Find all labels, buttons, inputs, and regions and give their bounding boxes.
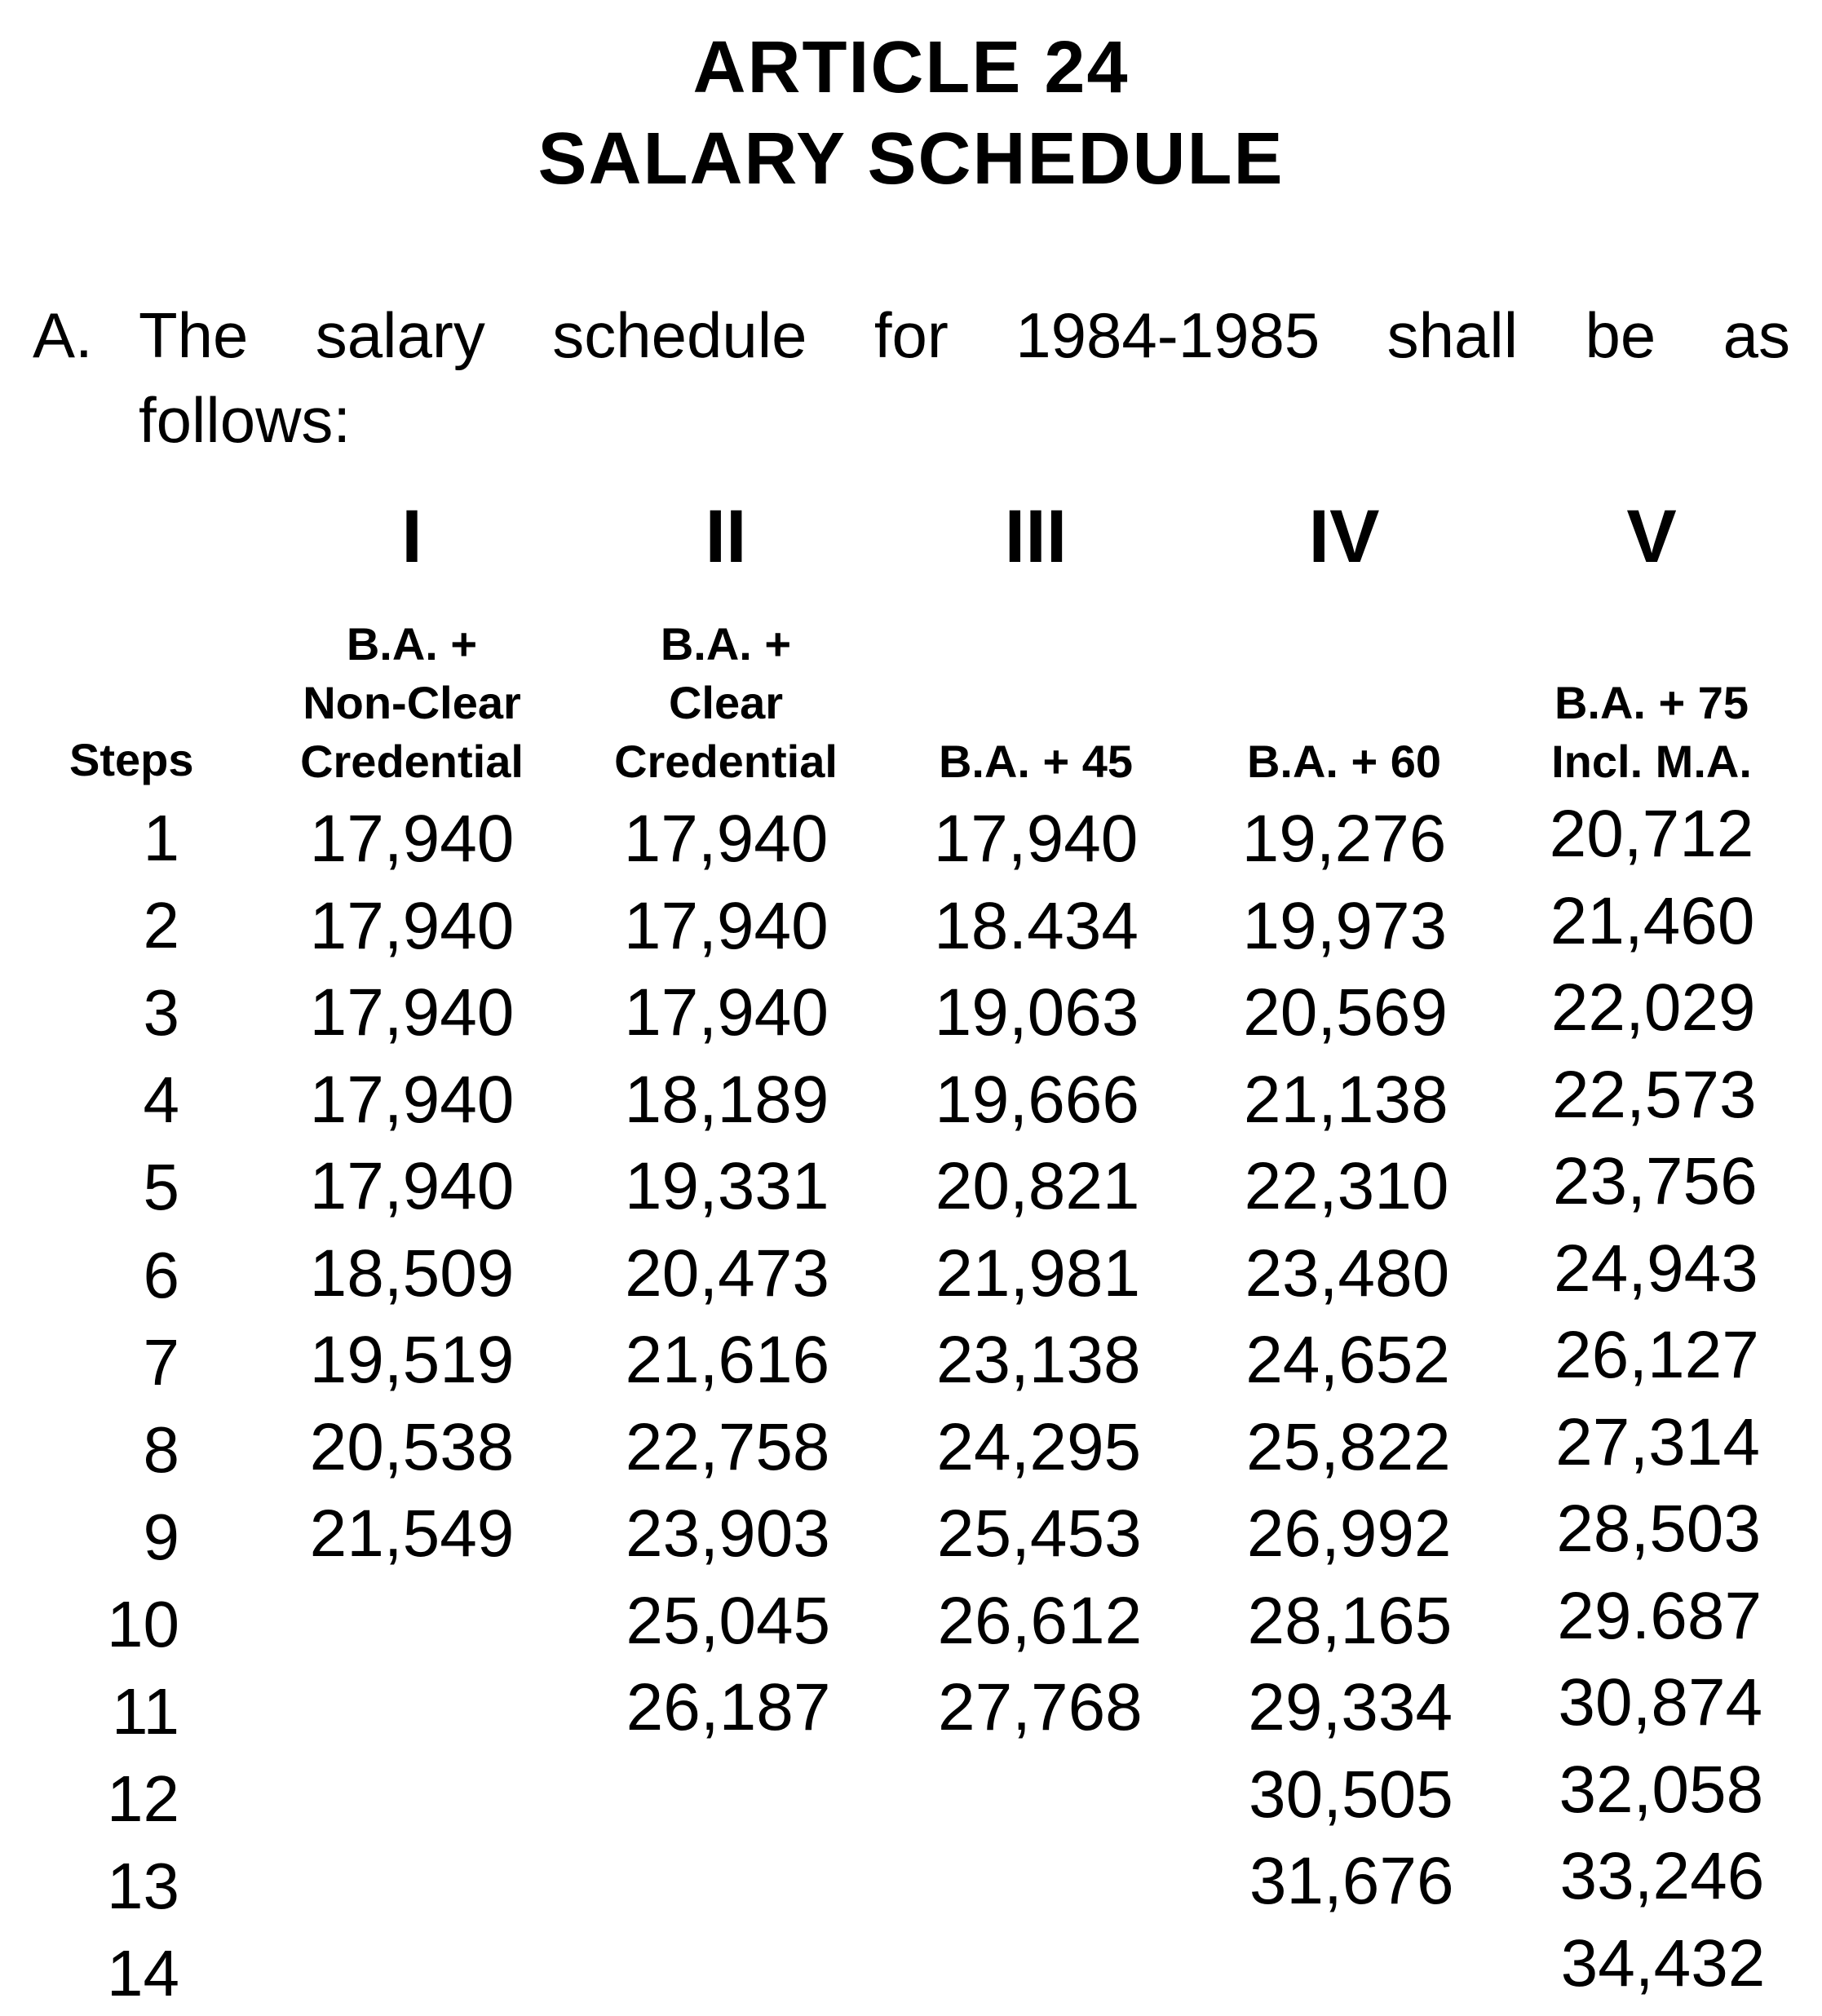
paragraph-word: 1984-1985: [1015, 299, 1320, 371]
column-header: [889, 612, 1183, 791]
salary-cell: 25,453: [936, 1497, 1142, 1571]
column-header-line: Clear: [668, 677, 784, 728]
salary-cell: 34,432: [1560, 1925, 1766, 2001]
salary-cell: 23,480: [1245, 1236, 1450, 1311]
step-number: 8: [143, 1413, 179, 1486]
salary-cell: 18,189: [624, 1062, 829, 1137]
paragraph-marker: A.: [33, 299, 93, 371]
salary-cell: 22,310: [1244, 1149, 1449, 1223]
salary-cell: 19,276: [1241, 802, 1447, 876]
salary-cell: 30,874: [1558, 1665, 1763, 1740]
paragraph-word: The: [139, 299, 249, 371]
salary-cell: 19,666: [935, 1062, 1140, 1137]
column-header-line: Incl. M.A.: [1551, 736, 1752, 787]
salary-cell: 22,758: [625, 1409, 830, 1484]
article-number: ARTICLE 24: [692, 27, 1130, 108]
salary-cell: 21,616: [625, 1323, 830, 1397]
column-header-line: Credential: [300, 736, 524, 787]
salary-cell: 26,612: [937, 1583, 1143, 1658]
salary-cell: 20,473: [625, 1236, 829, 1311]
salary-cell: 29.687: [1557, 1578, 1762, 1653]
paragraph-word: shall: [1386, 299, 1519, 371]
paragraph-word: be: [1585, 299, 1656, 371]
salary-cell: 30,505: [1249, 1757, 1453, 1832]
column-header-line: B.A. + 60: [1246, 736, 1442, 787]
column-numeral: IV: [1308, 495, 1380, 578]
step-number: 7: [143, 1325, 179, 1399]
step-number: 11: [111, 1675, 179, 1748]
salary-cell: 17,940: [309, 1062, 515, 1137]
column-numeral: I: [401, 495, 422, 578]
salary-cell: 23,903: [626, 1497, 830, 1571]
salary-cell: 25,045: [626, 1583, 831, 1658]
salary-cell: 19,331: [624, 1149, 829, 1223]
salary-cell: 26,992: [1246, 1497, 1452, 1571]
salary-cell: 21,981: [935, 1236, 1141, 1311]
salary-cell: 21,460: [1550, 883, 1755, 958]
column-header-line: B.A. + 45: [938, 736, 1134, 787]
salary-cell: 19,973: [1242, 888, 1448, 963]
salary-cell: 17,940: [623, 888, 829, 963]
salary-cell: 22,029: [1550, 970, 1756, 1045]
step-number: 2: [143, 889, 179, 962]
salary-cell: 28,503: [1556, 1492, 1762, 1566]
salary-cell: 18,509: [309, 1236, 515, 1311]
salary-cell: 20,538: [309, 1409, 515, 1484]
column-header: [579, 612, 873, 791]
salary-cell: 22,573: [1551, 1057, 1757, 1132]
column-header-line: B.A. + 75: [1554, 677, 1749, 728]
salary-cell: 19,063: [934, 975, 1139, 1050]
salary-cell: 24,295: [936, 1409, 1142, 1484]
column-header: [1197, 612, 1491, 791]
column-header: [265, 612, 559, 791]
step-number: 14: [107, 1937, 179, 2010]
step-number: 9: [143, 1500, 179, 1573]
salary-cell: 29,334: [1248, 1670, 1453, 1744]
column-numeral: II: [705, 495, 747, 578]
paragraph-line-1: [139, 299, 1790, 371]
salary-cell: 23,138: [935, 1323, 1141, 1397]
salary-cell: 20,712: [1549, 797, 1754, 871]
column-header-line: B.A. +: [346, 618, 478, 670]
salary-cell: 20,821: [935, 1149, 1140, 1223]
salary-cell: 17,940: [623, 802, 829, 876]
step-number: 3: [143, 976, 179, 1050]
step-number: 12: [107, 1762, 179, 1836]
column-header-line: B.A. +: [660, 618, 792, 670]
salary-cell: 26,187: [626, 1670, 831, 1744]
salary-cell: 17,940: [624, 975, 829, 1050]
salary-cell: 17,940: [309, 975, 515, 1050]
salary-cell: 27,314: [1555, 1404, 1760, 1479]
paragraph-word: schedule: [552, 299, 807, 371]
paragraph-word: salary: [315, 299, 485, 371]
paragraph-word: as: [1722, 299, 1790, 371]
salary-cell: 28,165: [1247, 1583, 1453, 1658]
steps-column-header: Steps: [69, 734, 194, 785]
column-header-line: Credential: [614, 736, 838, 787]
article-title: SALARY SCHEDULE: [537, 118, 1285, 200]
salary-cell: 17,940: [309, 888, 515, 963]
column-numeral: III: [1004, 495, 1068, 578]
salary-cell: 19,519: [309, 1323, 515, 1397]
salary-cell: 32,058: [1559, 1752, 1764, 1827]
salary-cell: 25,822: [1245, 1409, 1451, 1484]
salary-cell: 21,138: [1243, 1062, 1448, 1137]
paragraph-line-2: follows:: [139, 384, 352, 456]
step-number: 10: [107, 1587, 179, 1660]
salary-cell: 20,569: [1243, 975, 1448, 1050]
step-number: 5: [143, 1151, 179, 1224]
step-number: 1: [143, 802, 179, 874]
salary-cell: 17,940: [933, 802, 1139, 876]
salary-cell: 31,676: [1249, 1844, 1454, 1918]
salary-cell: 24,652: [1245, 1323, 1451, 1397]
salary-cell: 17,940: [309, 1149, 515, 1223]
column-numeral: V: [1626, 495, 1677, 578]
step-number: 13: [107, 1850, 179, 1923]
salary-cell: 23,756: [1552, 1144, 1758, 1218]
salary-cell: 18.434: [934, 888, 1139, 963]
step-number: 4: [143, 1063, 179, 1137]
salary-cell: 17,940: [309, 802, 515, 876]
salary-cell: 21,549: [309, 1497, 515, 1571]
paragraph-word: for: [873, 299, 949, 371]
step-number: 6: [143, 1238, 179, 1311]
salary-cell: 26,127: [1554, 1318, 1759, 1392]
salary-cell: 24,943: [1553, 1231, 1758, 1306]
salary-cell: 33,246: [1559, 1839, 1765, 1913]
column-header-line: Non-Clear: [303, 677, 521, 728]
salary-cell: 27,768: [937, 1670, 1143, 1744]
column-header: [1505, 612, 1798, 791]
